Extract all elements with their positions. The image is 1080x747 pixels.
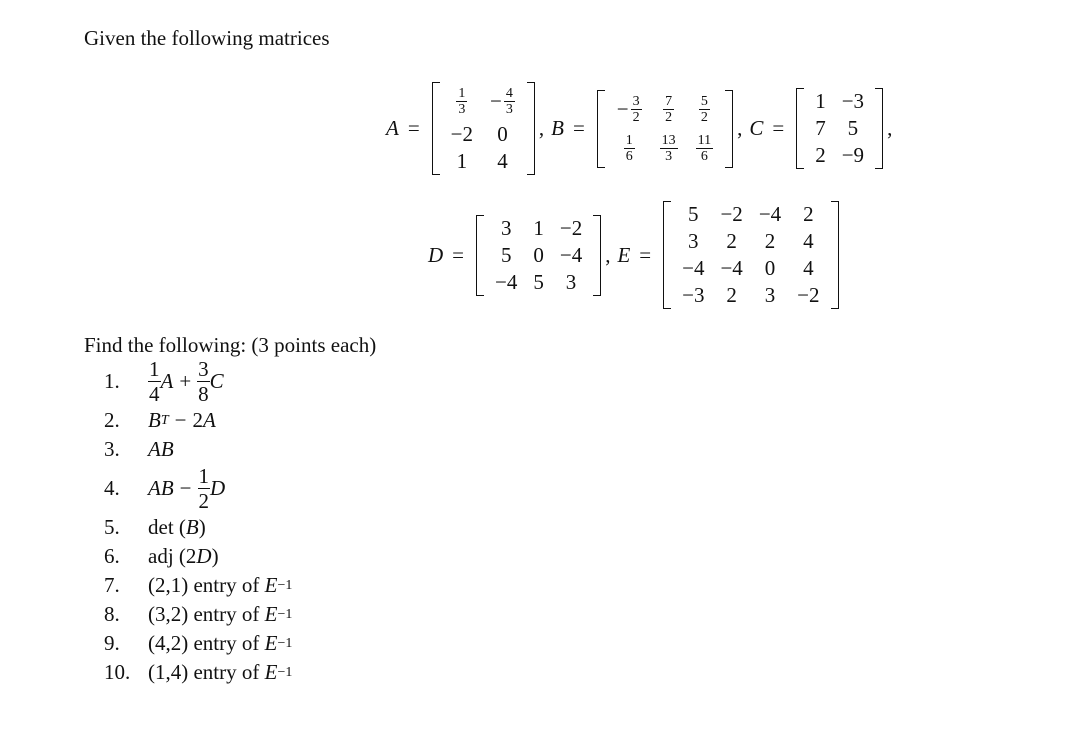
- matrix-cell: −4: [682, 256, 705, 280]
- matrix-cell: 2: [815, 143, 826, 167]
- function-name: adj: [148, 544, 174, 568]
- superscript: T: [160, 413, 169, 428]
- matrix-cell: 4: [803, 229, 814, 253]
- variable: A: [160, 369, 174, 393]
- variable: E: [264, 631, 278, 655]
- intro-text: Given the following matrices: [84, 26, 330, 50]
- matrix-row-2: [428, 201, 841, 309]
- problem-6: 6. adj ( 2 D ): [104, 542, 292, 571]
- problem-text: (4,2) entry of: [148, 631, 260, 655]
- matrix-cell: 0: [764, 256, 776, 280]
- problem-number: 4.: [104, 476, 120, 500]
- matrix-cell: −2: [797, 283, 820, 307]
- problem-5: 5. det ( B ): [104, 513, 292, 542]
- expression: AB: [148, 437, 174, 461]
- problem-number: 6.: [104, 544, 120, 568]
- matrix-cell: 5: [533, 269, 544, 294]
- matrix-cell: 3: [688, 229, 699, 253]
- matrix-cell: $\frac{1}{6}$: [625, 132, 633, 164]
- problem-4: [104, 464, 292, 513]
- matrix-cell: −2: [450, 122, 474, 146]
- problem-text: (2,1) entry of: [148, 573, 260, 597]
- superscript: −1: [277, 607, 293, 622]
- matrix-cell: 5: [688, 202, 699, 226]
- matrix-cell: − $\frac{4}{3}$: [490, 86, 513, 117]
- function-name: det: [148, 515, 174, 539]
- matrix-cell: 2: [803, 202, 814, 226]
- coefficient: 2: [192, 408, 203, 432]
- matrix-cell: 5: [500, 242, 512, 267]
- variable: B: [148, 408, 161, 432]
- matrix-cell: 3: [565, 269, 577, 294]
- matrix-cell: 1: [456, 149, 468, 173]
- equals-sign: =: [639, 242, 652, 267]
- matrix-cell: 4: [497, 149, 508, 173]
- matrix-cell: 3: [764, 283, 776, 307]
- matrix-cell: $\frac{7}{2}$: [665, 93, 673, 125]
- superscript: −1: [277, 665, 293, 680]
- comma: ,: [737, 116, 743, 140]
- variable: E: [264, 602, 278, 626]
- find-instructions: Find the following: (3 points each): [84, 333, 377, 357]
- problem-number: 9.: [104, 631, 120, 655]
- matrix-cell: $\frac{13}{3}$: [661, 132, 676, 164]
- plus-sign: +: [179, 369, 192, 393]
- problem-7: [104, 571, 292, 600]
- variable: A: [202, 408, 216, 432]
- equals-sign: =: [572, 116, 585, 140]
- superscript: −1: [277, 636, 293, 651]
- variable: E: [264, 660, 278, 684]
- matrix-d: [474, 215, 603, 296]
- matrix-cell: 3: [500, 215, 512, 240]
- problem-number: 2.: [104, 408, 120, 432]
- fraction: 1 4: [149, 357, 160, 406]
- matrix-cell: 4: [803, 256, 814, 280]
- matrix-row-1: [386, 82, 899, 175]
- matrix-b: [595, 90, 735, 168]
- variable: B: [185, 515, 199, 539]
- problem-8: [104, 600, 292, 629]
- matrix-c-name: C: [749, 116, 764, 140]
- problem-number: 1.: [104, 369, 120, 393]
- problem-text: (1,4) entry of: [148, 660, 260, 684]
- equals-sign: =: [452, 242, 465, 267]
- matrix-cell: −9: [841, 143, 865, 167]
- matrix-cell: 1: [815, 89, 826, 113]
- matrix-c: [794, 88, 885, 169]
- matrix-cell: 2: [726, 229, 737, 253]
- matrix-cell: −3: [841, 89, 865, 113]
- problem-9: [104, 629, 292, 658]
- matrix-cell: 0: [497, 122, 508, 146]
- variable: E: [264, 573, 278, 597]
- problem-number: 7.: [104, 573, 120, 597]
- problem-number: 8.: [104, 602, 120, 626]
- equals-sign: =: [772, 116, 785, 140]
- minus-sign: −: [174, 408, 187, 432]
- matrix-cell: $\frac{1}{3}$: [458, 86, 466, 117]
- problem-text: (3,2) entry of: [148, 602, 260, 626]
- problem-list: [104, 357, 292, 687]
- coefficient: 2: [185, 544, 197, 568]
- problem-3: [104, 435, 292, 464]
- matrix-cell: 2: [764, 229, 776, 253]
- comma: ,: [605, 242, 611, 267]
- problem-number: 3.: [104, 437, 120, 461]
- problem-2: [104, 406, 292, 435]
- matrix-cell: − $\frac{3}{2}$: [616, 93, 640, 125]
- matrix-cell: 1: [533, 215, 544, 240]
- superscript: −1: [277, 578, 293, 593]
- matrix-cell: −4: [758, 202, 782, 226]
- matrix-cell: $\frac{11}{6}$: [697, 132, 712, 164]
- problem-number: 5.: [104, 515, 120, 539]
- fraction: $\frac{1}{2}$: [198, 464, 209, 513]
- matrix-a: [430, 82, 537, 175]
- matrix-cell: −4: [495, 269, 518, 294]
- matrix-b-name: B: [551, 116, 564, 140]
- matrix-cell: 0: [533, 242, 544, 267]
- minus-sign: −: [179, 476, 192, 500]
- matrix-cell: −3: [682, 283, 705, 307]
- matrix-cell: 5: [847, 116, 859, 140]
- matrix-e: [661, 201, 840, 309]
- problem-1: [104, 357, 292, 406]
- variable: C: [209, 369, 224, 393]
- equals-sign: =: [407, 116, 420, 140]
- variable: D: [210, 476, 226, 500]
- fraction: $\frac{3}{8}$: [198, 357, 209, 406]
- variable: D: [196, 544, 212, 568]
- matrix-e-name: E: [617, 242, 631, 267]
- matrix-cell: −2: [559, 215, 583, 240]
- matrix-cell: 2: [726, 283, 737, 307]
- comma: ,: [538, 116, 545, 140]
- expression: AB: [148, 476, 174, 500]
- problem-10: [104, 658, 292, 687]
- matrix-cell: $\frac{5}{2}$: [700, 93, 708, 125]
- matrix-cell: −2: [720, 202, 743, 226]
- matrix-cell: −4: [720, 256, 743, 280]
- matrix-a-name: A: [386, 116, 399, 140]
- matrix-cell: −4: [559, 242, 583, 267]
- problem-number: 10.: [104, 660, 131, 684]
- matrix-d-name: D: [428, 242, 444, 267]
- matrix-cell: 7: [815, 116, 826, 140]
- comma: ,: [887, 116, 893, 140]
